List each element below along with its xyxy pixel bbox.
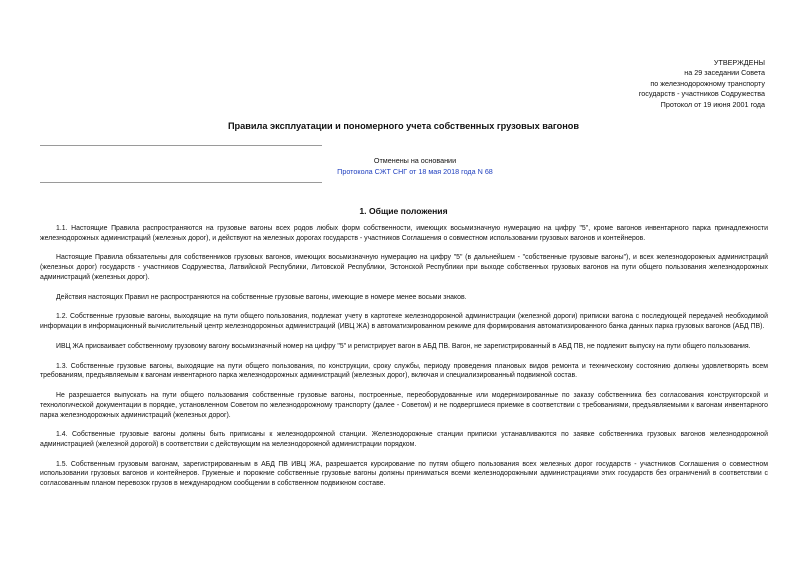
approval-line: УТВЕРЖДЕНЫ (713, 58, 765, 67)
paragraph: 1.5. Собственным грузовым вагонам, зарегистрированным в АБД ПВ ИВЦ ЖА, разрешается курсирование по путям общего пользования всех железных дорог государств - участников Соглашения о совместном использовании грузовых вагонов и контейнеров. Груженые и порожние собственные грузовые вагоны должны приниматься всеми железнодорожными администрациями этих государств без ограничений в соответствии с согласованным планом перевозок грузов в международном сообщении в собственном подвижном составе. (40, 460, 768, 488)
revocation-link[interactable]: Протокола СЖТ СНГ от 18 мая 2018 года N 68 (337, 166, 493, 176)
approval-line: Протокол от 19 июня 2001 года (660, 99, 765, 109)
paragraph: 1.2. Собственные грузовые вагоны, выходящие на пути общего пользования, подлежат учету в картотеке железнодорожной администрации (железной дороги) приписки вагона с последующей передачей необходимой информации в информационный вычислительный центр железнодорожных администраций (ИВЦ ЖА) в автоматизированном режиме для формирования автоматизированного банка данных парка грузовых вагонов (АБД ПВ). (40, 313, 768, 331)
document-title: Правила эксплуатации и пономерного учета собственных грузовых вагонов (227, 121, 580, 131)
approval-line: на 29 заседании Совета (684, 68, 765, 78)
section-title: 1. Общие положения (359, 206, 448, 216)
paragraph: Не разрешается выпускать на пути общего пользования собственные грузовые вагоны, построенные, переоборудованные или модернизированные по заказу собственника без согласования конструкторской и технологической документации в порядке, установленном Советом по железнодорожному транспорту (далее - Советом) и не подвергшиеся приемке в соответствии с требованиями, предъявляемыми к вагонам инвентарного парка железнодорожных администраций (железных дорог). (40, 392, 768, 419)
paragraph: 1.3. Собственные грузовые вагоны, выходящие на пути общего пользования, по конструкции, сроку службы, периоду проведения плановых видов ремонта и техническому состоянию должны удовлетворять всем требованиям, предъявляемым к вагонам инвентарного парка железнодорожных администраций (железных дорог), включая и специализированный подвижной состав. (40, 362, 768, 380)
approval-line: государств - участников Содружества (638, 89, 765, 99)
approval-block (465, 58, 765, 110)
approval-line: по железнодорожному транспорту (650, 78, 765, 88)
divider-top (40, 145, 322, 146)
paragraph: ИВЦ ЖА присваивает собственному грузовому вагону восьмизначный номер на цифру "5" и регистрирует вагон в АБД ПВ. Вагон, не зарегистрированный в АБД ПВ, не подлежит выпуску на пути общего пользования. (56, 342, 751, 350)
revocation-note (280, 156, 550, 177)
divider-bottom (40, 182, 322, 183)
paragraph: 1.1. Настоящие Правила распространяются на грузовые вагоны всех родов любых форм собственности, имеющих восьмизначную нумерацию на цифру "5", кроме вагонов инвентарного парка принадлежности железнодорожных администраций (железных дорог), и действуют на железных дорогах государств - участников Соглашения о совместном использовании грузовых вагонов и контейнеров. (40, 225, 768, 242)
paragraph: 1.4. Собственные грузовые вагоны должны быть приписаны к железнодорожной станции. Железнодорожные станции приписки устанавливаются по заявке собственника грузовых вагонов железнодорожной администрацией (железной дорогой) в соответствии с действующим на железнодорожной администрации порядком. (40, 431, 768, 448)
document-body (40, 224, 768, 499)
paragraph: Действия настоящих Правил не распространяются на собственные грузовые вагоны, имеющие в номере менее восьми знаков. (56, 293, 467, 301)
paragraph: Настоящие Правила обязательны для собственников грузовых вагонов, имеющих восьмизначную нумерацию на цифру "5" (в дальнейшем - "собственные грузовые вагоны"), и всех железнодорожных администраций (железных дорог) государств - участников Содружества, Латвийской Республики, Литовской Республики, Эстонской Республики при выходе собственных грузовых вагонов на пути общего пользования железнодорожных администраций (железных дорог). (40, 254, 768, 281)
revocation-label: Отменены на основании (373, 156, 457, 165)
